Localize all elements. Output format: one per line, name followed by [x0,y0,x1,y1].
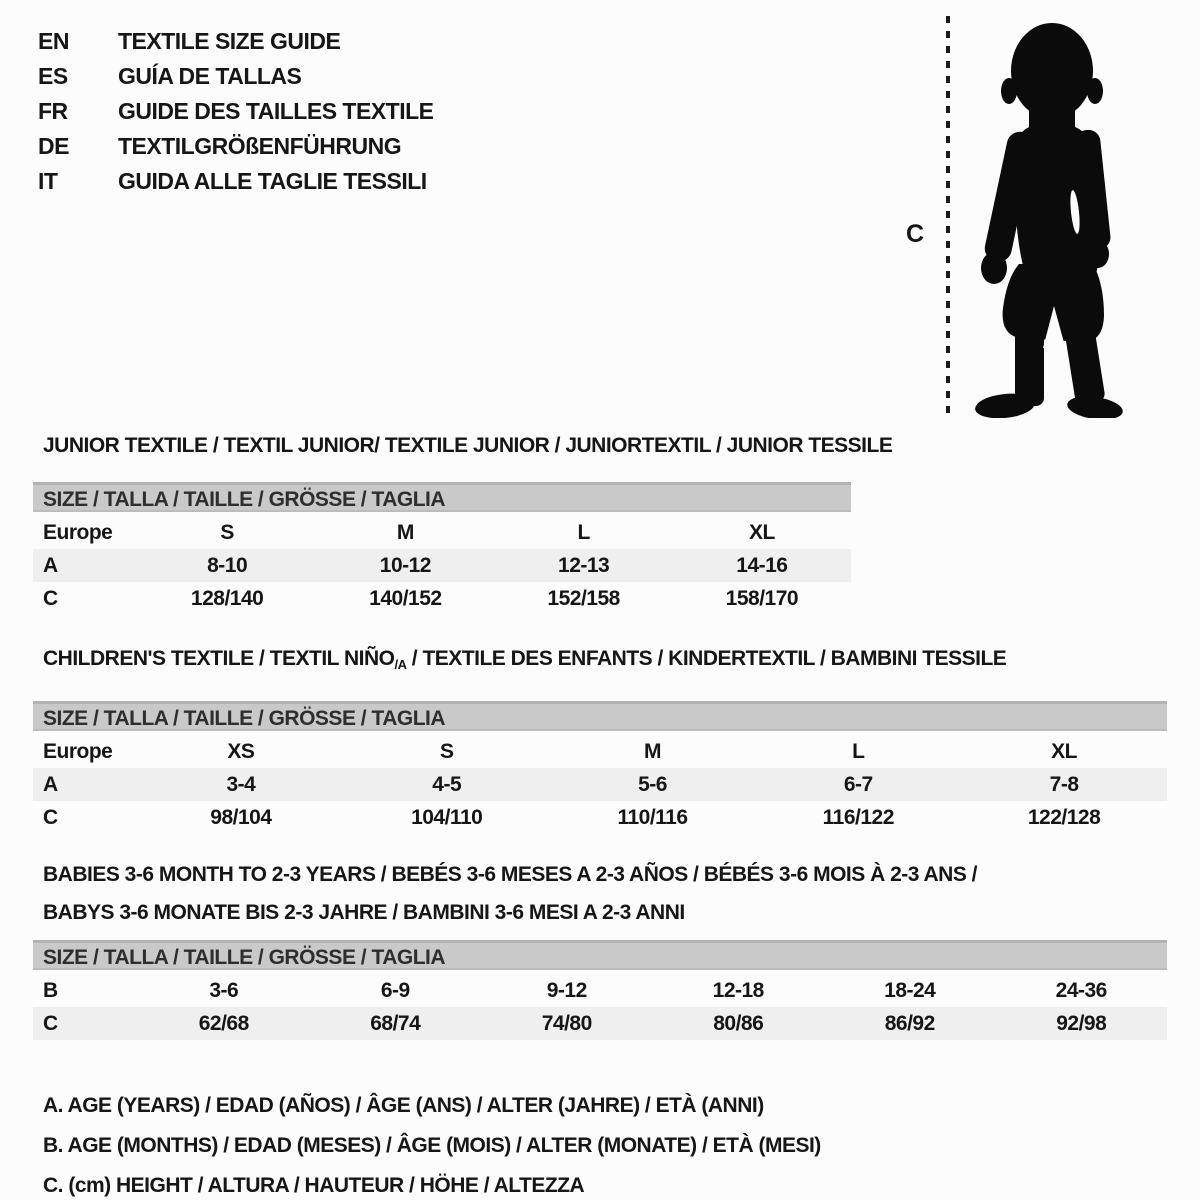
height-cell: 62/68 [198,1011,249,1035]
table-row-height [33,582,851,615]
height-cell: 104/110 [411,805,483,829]
row-label-cell: A [43,772,58,796]
lang-code: DE [38,133,69,159]
lang-row-es [38,65,434,88]
language-guide [38,30,434,205]
table-row-age [33,768,1167,801]
table-row-europe [33,516,851,549]
children-size-header-bar [33,701,1167,731]
row-label-cell: C [43,1011,58,1035]
junior-size-table [33,516,851,615]
height-figure [888,14,1158,420]
age-cell: 14-16 [736,553,788,577]
size-cell: XL [1051,739,1078,763]
lang-code: IT [38,168,58,194]
height-cell: 116/122 [822,805,894,829]
toddler-silhouette-icon [962,16,1142,418]
age-cell: 12-13 [558,553,610,577]
age-cell: 9-12 [546,978,587,1002]
lang-row-en [38,30,434,53]
age-cell: 7-8 [1049,772,1079,796]
height-cell: 122/128 [1027,805,1101,829]
age-cell: 12-18 [712,978,764,1002]
table-row-age [33,549,851,582]
row-label-cell: C [43,586,58,610]
size-bar-label: SIZE / TALLA / TAILLE / GRÖSSE / TAGLIA [43,946,446,969]
babies-size-table [33,974,1167,1040]
lang-code: EN [38,28,69,54]
age-cell: 5-6 [638,772,667,796]
row-label-cell: C [43,805,58,829]
babies-size-header-bar [33,940,1167,970]
legend-line-c: C. (cm) HEIGHT / ALTURA / HAUTEUR / HÖHE / ALTEZZA [43,1174,585,1197]
height-cell: 140/152 [369,586,442,610]
children-section-title [33,648,1167,676]
height-cell: 68/74 [370,1011,421,1035]
lang-row-it [38,170,434,193]
babies-section-title [33,856,1167,932]
table-row-height [33,1007,1167,1040]
size-bar-label: SIZE / TALLA / TAILLE / GRÖSSE / TAGLIA [43,707,446,730]
measurement-legend [33,1086,1167,1200]
table-row-height [33,801,1167,834]
height-cell: 158/170 [725,586,799,610]
size-cell: S [439,739,454,763]
size-cell: XS [227,739,255,763]
row-label-cell: A [43,553,58,577]
height-cell: 86/92 [884,1011,935,1035]
size-cell: M [643,739,661,763]
height-cell: 128/140 [190,586,264,610]
height-cell: 110/116 [617,805,688,829]
age-cell: 8-10 [207,553,248,577]
height-cell: 80/86 [713,1011,764,1035]
row-label-cell: Europe [43,739,113,763]
age-cell: 10-12 [379,553,431,577]
age-cell: 6-9 [380,978,410,1002]
lang-row-fr [38,100,434,123]
children-title-prefix: CHILDREN'S TEXTILE / TEXTIL NIÑO [43,647,395,670]
size-guide-content [33,435,1167,1200]
legend-line-a: A. AGE (YEARS) / EDAD (AÑOS) / ÂGE (ANS) / ALTER (JAHRE) / ETÀ (ANNI) [43,1094,764,1117]
row-label-cell: Europe [43,520,113,544]
age-cell: 3-6 [209,978,239,1002]
babies-title-line2: BABYS 3-6 MONATE BIS 2-3 JAHRE / BAMBINI 3-6 MESI A 2-3 ANNI [43,901,685,924]
height-measure-dashed-line [946,16,950,414]
lang-label: GUIDE DES TAILLES TEXTILE [118,98,434,124]
size-bar-label: SIZE / TALLA / TAILLE / GRÖSSE / TAGLIA [43,488,446,511]
height-cell: 74/80 [541,1011,592,1035]
age-cell: 6-7 [843,772,873,796]
lang-code: FR [38,98,68,124]
size-cell: L [577,520,590,544]
junior-section-title: JUNIOR TEXTILE / TEXTIL JUNIOR/ TEXTILE JUNIOR / JUNIORTEXTIL / JUNIOR TESSILE [43,434,893,457]
lang-row-de [38,135,434,158]
size-cell: M [396,520,414,544]
age-cell: 3-4 [226,772,256,796]
age-cell: 18-24 [884,978,936,1002]
lang-label: TEXTILGRÖßENFÜHRUNG [118,133,402,159]
lang-code: ES [38,63,68,89]
age-cell: 24-36 [1055,978,1107,1002]
junior-size-header-bar [33,482,851,512]
children-title-sub: /A [394,657,407,672]
lang-label: GUIDA ALLE TAGLIE TESSILI [118,168,427,194]
table-row-age-months [33,974,1167,1007]
measure-label-c: C [906,220,924,248]
height-cell: 152/158 [547,586,620,610]
legend-line-b: B. AGE (MONTHS) / EDAD (MESES) / ÂGE (MOIS) / ALTER (MONATE) / ETÀ (MESI) [43,1134,821,1157]
row-label-cell: B [43,978,58,1002]
babies-title-line1: BABIES 3-6 MONTH TO 2-3 YEARS / BEBÉS 3-6 MESES A 2-3 AÑOS / BÉBÉS 3-6 MOIS À 2-3 ANS / [43,863,978,886]
size-cell: XL [748,520,775,544]
size-cell: S [220,520,234,544]
children-title-suffix: / TEXTILE DES ENFANTS / KINDERTEXTIL / BAMBINI TESSILE [406,647,1007,670]
height-cell: 92/98 [1056,1011,1107,1035]
size-cell: L [852,739,865,763]
children-size-table [33,735,1167,834]
lang-label: GUÍA DE TALLAS [118,63,302,89]
height-cell: 98/104 [210,805,272,829]
table-row-europe [33,735,1167,768]
age-cell: 4-5 [432,772,462,796]
lang-label: TEXTILE SIZE GUIDE [118,28,341,54]
